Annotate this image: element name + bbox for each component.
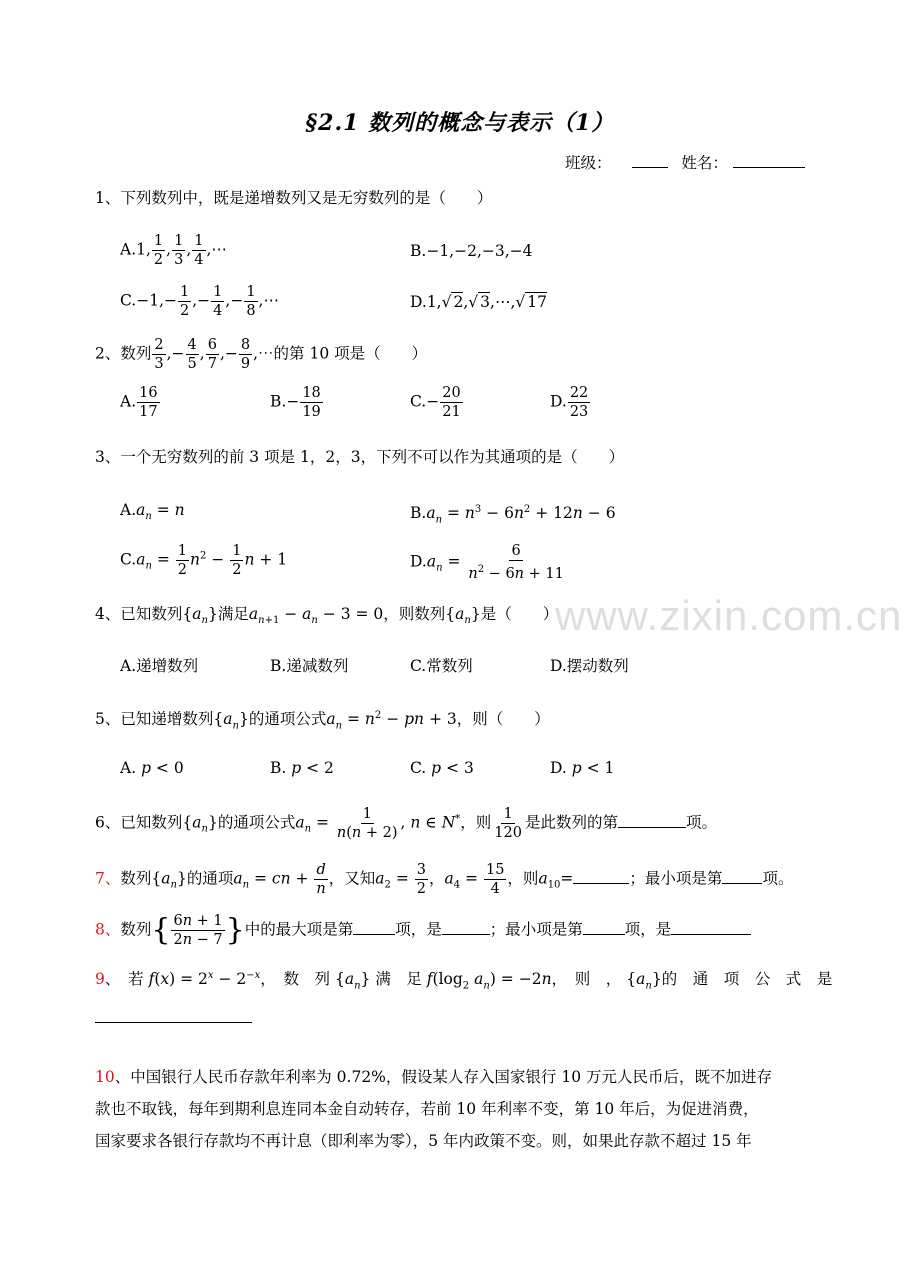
answer-blank	[671, 918, 751, 935]
q5-option-d: D. p < 1	[550, 759, 615, 777]
option-expr: −1,−2,−3,−4	[426, 242, 533, 260]
answer-blank	[618, 811, 686, 828]
q3-option-c: $C.a_n$ = $\frac{1}{2}$ $n^2$ − $\frac{1}{2}$ n + 1	[120, 543, 288, 578]
question-text: 已知数列	[120, 605, 183, 623]
question-text: 项，是	[395, 920, 442, 939]
question-text: 是（ ）	[480, 605, 559, 623]
question-text: 已知递增数列	[120, 710, 214, 729]
question-text: ，则	[460, 813, 492, 832]
q3-option-d: $D.a_n$ = $\frac{6}{n^2 - 6n + 11}$	[410, 543, 564, 582]
name-label: 姓名：	[681, 154, 728, 172]
option-label: D.	[410, 293, 427, 311]
question-3	[95, 446, 624, 468]
q3-option-a: $A.a_n = n$	[120, 501, 185, 523]
question-text: =	[560, 869, 574, 888]
question-4: 4、已知数列$\{a_n\}$满足$a_{n+1} - a_n - 3 = 0$，则数列$\{a_n\}$是（ ）	[95, 605, 559, 627]
question-text: 的 通 项 公 式 是	[661, 970, 833, 989]
option-label: B.	[410, 242, 427, 260]
question-text: 数列	[120, 869, 152, 888]
question-text: ，	[428, 869, 445, 888]
question-6: 6、已知数列$\{a_n\}$的通项公式$a_n$ = $\frac{1}{n(n + 2)}$ , n ∈ N*，则 $\frac{1}{120}$ 是此数列的第 项。	[95, 806, 717, 841]
q1-option-a: A.1, $\frac{1}{2}$ , $\frac{1}{3}$ , $\frac{1}{4}$ ,⋯	[120, 233, 227, 268]
question-7: 7、数列$\{a_n\}$的通项$a_n$ = cn + $\frac{d}{n}$ ，又知$a_2$ = $\frac{3}{2}$ ，$a_4$ = $\frac{15}{4}$ ，则$a_{10}=$ ；最小项是第 项。	[95, 862, 794, 897]
name-blank	[733, 151, 805, 168]
question-number: 1、	[95, 189, 121, 207]
option-label: D.	[410, 552, 427, 571]
q1-option-d: D.1,√ 2,√ 3,⋯,√ 17	[410, 293, 548, 311]
option-label: A.	[120, 759, 137, 777]
option-label: C.	[410, 759, 427, 777]
q2-option-d: D. $\frac{22}{23}$	[550, 385, 589, 420]
q4-option-a: A.递增数列	[120, 657, 199, 675]
answer-blank	[353, 918, 395, 935]
answer-blank	[722, 867, 762, 884]
question-number: 9	[95, 970, 105, 989]
question-10-line-2: 款也不取钱，每年到期利息连同本金自动转存，若前 10 年利率不变，第 10 年后，为促进消费，	[95, 1100, 759, 1118]
question-text: 项，是	[624, 920, 672, 939]
question-text: 数列	[120, 344, 152, 363]
option-label: B.	[270, 392, 287, 411]
class-label: 班级：	[565, 154, 612, 172]
answer-blank	[573, 867, 629, 884]
option-label: B.	[270, 759, 287, 777]
question-text: ，则（ ）	[456, 710, 550, 729]
question-text: ， 则 ，	[551, 970, 622, 989]
q2-option-b: B.− $\frac{18}{19}$	[270, 385, 321, 420]
q9-answer-line	[95, 1022, 252, 1023]
q2-option-a: A. $\frac{16}{17}$	[120, 385, 158, 420]
question-text: ；最小项是第	[629, 869, 723, 888]
question-number: 8、	[95, 920, 121, 939]
question-text: 数列	[120, 920, 152, 939]
question-text: ，又知	[328, 869, 376, 888]
question-text: 项。	[685, 813, 717, 832]
class-blank	[632, 151, 668, 168]
question-1	[95, 187, 492, 209]
question-number: 7、	[95, 869, 121, 888]
option-label: A.	[120, 392, 137, 411]
question-10-line-3: 国家要求各银行存款均不再计息（即利率为零），5 年内政策不变。则，如果此存款不超过 15 年	[95, 1132, 752, 1150]
question-number: 5、	[95, 710, 121, 729]
question-text: ，则数列	[383, 605, 446, 623]
q5-option-c: C. p < 3	[410, 759, 474, 777]
question-text: ，则	[507, 869, 539, 888]
question-text: 、 若	[104, 970, 144, 989]
question-number: 4、	[95, 605, 121, 623]
question-text: 是此数列的第	[524, 813, 618, 832]
question-stem: 一个无穷数列的前 3 项是 1，2，3，下列不可以作为其通项的是（ ）	[120, 448, 625, 466]
question-text: 、中国银行人民币存款年利率为 0.72%，假设某人存入国家银行 10 万元人民币后，既不加进存	[114, 1068, 772, 1086]
q1-option-c: C.−1,− $\frac{1}{2}$ ,− $\frac{1}{4}$ ,− $\frac{1}{8}$ ,⋯	[120, 284, 279, 319]
q3-option-b: $B.a_n = n^3 - 6n^2 + 12n - 6$	[410, 504, 616, 526]
question-text: 的通项公式	[248, 710, 327, 729]
question-text: 已知数列	[120, 813, 183, 832]
question-number: 10	[95, 1068, 115, 1086]
question-text: ， 数 列	[260, 970, 331, 989]
q1-option-b	[410, 240, 533, 262]
question-number: 6、	[95, 813, 121, 832]
question-text: ；最小项是第	[489, 920, 583, 939]
question-number: 3、	[95, 448, 121, 466]
q4-option-d: D.摆动数列	[550, 657, 629, 675]
q5-option-b: B. p < 2	[270, 759, 334, 777]
q5-option-a: A. p < 0	[120, 759, 184, 777]
option-label: C.	[120, 291, 137, 310]
watermark: www.zixin.com.cn	[555, 592, 903, 639]
option-label: A.	[120, 501, 137, 519]
option-label: D.	[550, 392, 567, 411]
answer-blank	[442, 918, 490, 935]
question-8: 8、数列{ $\frac{6n + 1}{2n - 7}$ }中的最大项是第 项，是 ；最小项是第 项，是	[95, 912, 751, 949]
question-9: 9、 若 $f(x) = 2^x - 2^{-x}$， 数 列 $\{a_n\}$ 满 足 $f(\log_2$ $a_n) = -2n$， 则 ， $\{a_n\}$的 通 项 公 式 是	[95, 970, 833, 992]
question-stem: 下列数列中，既是递增数列又是无穷数列的是（ ）	[120, 189, 493, 207]
question-text: 满足	[217, 605, 249, 623]
q4-option-b: B.递减数列	[270, 657, 349, 675]
option-label: B.	[410, 504, 427, 523]
question-text: 的第 10 项是（ ）	[273, 344, 428, 363]
option-label: C.	[410, 392, 427, 411]
q2-option-c: C.− $\frac{20}{21}$	[410, 385, 461, 420]
question-text: 中的最大项是第	[244, 920, 354, 939]
option-label: A.	[120, 240, 137, 259]
q4-option-c: C.常数列	[410, 657, 473, 675]
question-text: 的通项	[186, 869, 234, 888]
answer-blank	[583, 918, 625, 935]
question-2: 2、数列 $\frac{2}{3}$ ,− $\frac{4}{5}$ , $\frac{6}{7}$ ,− $\frac{8}{9}$ ,⋯的第 10 项是（ ）	[95, 337, 428, 372]
class-field	[565, 151, 805, 174]
question-5: 5、已知递增数列$\{a_n\}$的通项公式$a_n = n^2$ − pn + 3，则（ ）	[95, 710, 550, 732]
option-label: C.	[120, 550, 137, 569]
question-10-line-1	[95, 1066, 772, 1088]
question-number: 2、	[95, 344, 121, 363]
question-text: 项。	[762, 869, 794, 888]
question-text: 满 足	[375, 970, 422, 989]
question-text: 的通项公式	[217, 813, 296, 832]
page-title: §2.1 数列的概念与表示（1）	[305, 110, 615, 136]
option-label: D.	[550, 759, 567, 777]
